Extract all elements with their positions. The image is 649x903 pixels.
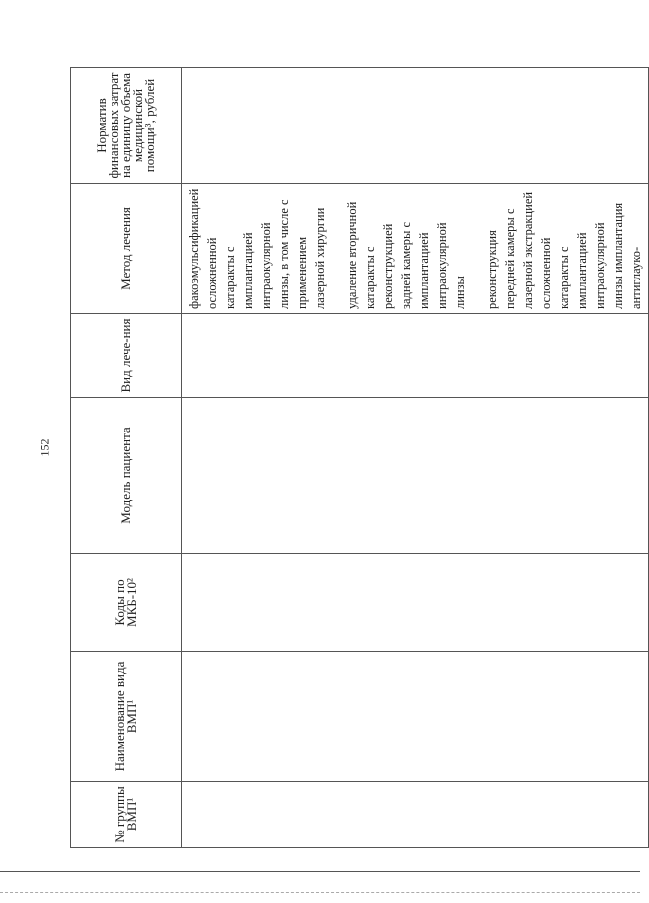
scan-edge-line: [0, 892, 640, 893]
cell-method: [182, 184, 649, 314]
cell-name: [182, 652, 649, 782]
cell-norm: [182, 68, 649, 184]
header-treatment-type: Вид лече-ния: [71, 314, 182, 398]
cell-group-no: [182, 782, 649, 848]
page-number: 152: [37, 438, 52, 457]
header-codes: Коды по МКБ-10²: [71, 554, 182, 652]
method-entry: удаление вторичной катаракты с реконструкцией задней камеры с имплантацией интраокулярной линзы: [345, 201, 467, 309]
header-norm: Норматив финансовых затрат на единицу объема медицинской помощи³, рублей: [71, 68, 182, 184]
header-model: Модель пациента: [71, 398, 182, 554]
header-method: Метод лечения: [71, 184, 182, 314]
header-name: Наименование вида ВМП¹: [71, 652, 182, 782]
table-header-row: [71, 68, 182, 848]
table: [70, 67, 649, 848]
header-group-no: № группы ВМП¹: [71, 782, 182, 848]
cell-codes: [182, 554, 649, 652]
table-row: [182, 68, 649, 848]
cell-treatment-type: [182, 314, 649, 398]
method-entry: реконструкция передней камеры с лазерной экстракцией осложненной катаракты с имплантацией интраокулярной линзы имплантация антиглауко-: [485, 191, 643, 309]
vmp-table: [70, 68, 643, 848]
bottom-divider: [0, 871, 640, 872]
method-entry: факоэмульсификацией осложненной катаракты с имплантацией интраокулярной линзы, в том числе с применением лазерной хирургии: [187, 188, 327, 309]
cell-model: [182, 398, 649, 554]
